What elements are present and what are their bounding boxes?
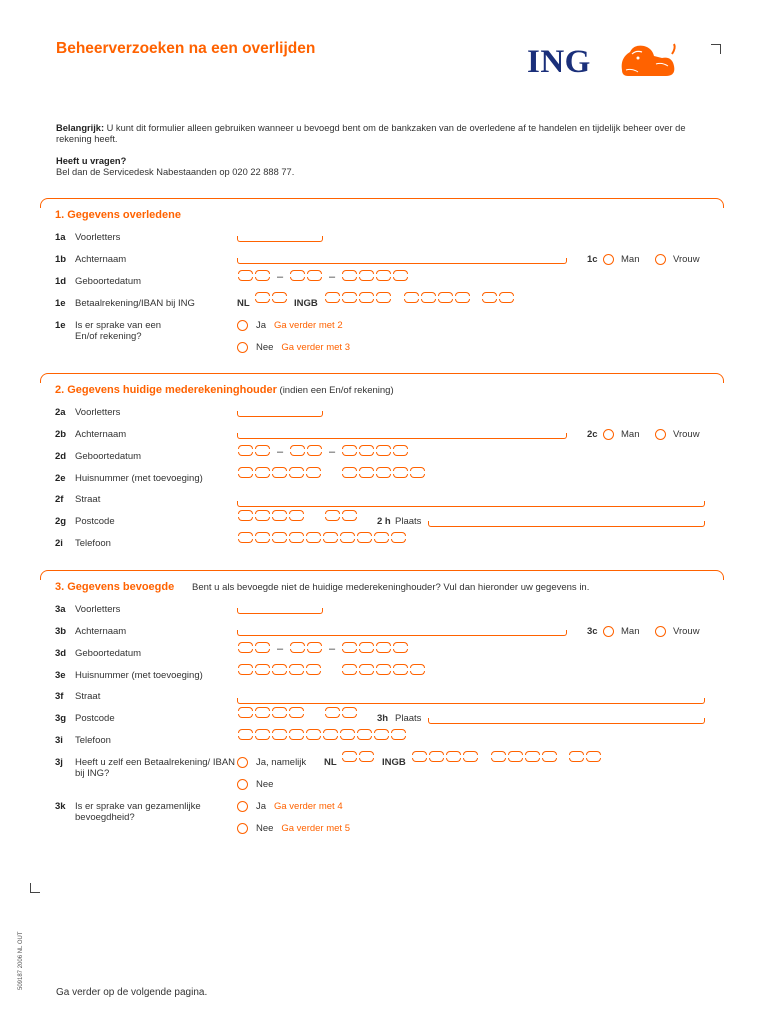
gezamenlijk-nee-radio[interactable]: [237, 823, 248, 834]
iban-check-input[interactable]: [255, 292, 287, 303]
field-label-telefoon: Telefoon: [75, 538, 111, 549]
enof-ja-radio[interactable]: [237, 320, 248, 331]
gender-vrouw-radio[interactable]: [655, 254, 666, 265]
field-label-postcode: Postcode: [75, 713, 115, 724]
achternaam-input[interactable]: [237, 630, 567, 636]
gezamenlijk-nee-label: Nee Ga verder met 5: [256, 823, 350, 834]
telefoon-input[interactable]: [238, 729, 406, 740]
intro-text: [56, 123, 696, 178]
birthdate-year-input[interactable]: [342, 445, 408, 456]
toevoeging-input[interactable]: [342, 467, 425, 478]
date-separator: –: [277, 271, 284, 283]
field-num-2e: 2e: [55, 473, 66, 484]
important-label: Belangrijk:: [56, 123, 105, 133]
field-label-huisnummer: Huisnummer (met toevoeging): [75, 473, 203, 484]
field-num-3b: 3b: [55, 626, 67, 637]
gender-man-radio[interactable]: [603, 254, 614, 265]
achternaam-input[interactable]: [237, 433, 567, 439]
field-num-2b: 2b: [55, 429, 67, 440]
plaats-input[interactable]: [428, 718, 705, 724]
ing-logo-text: ING: [527, 44, 591, 80]
crop-mark-top-right: [711, 44, 721, 54]
question-label: Heeft u vragen?: [56, 156, 127, 166]
field-label-achternaam: Achternaam: [75, 254, 127, 265]
field-num-3a: 3a: [55, 604, 66, 615]
field-label-geboortedatum: Geboortedatum: [75, 276, 142, 287]
field-num-1a: 1a: [55, 232, 66, 243]
iban-nl-prefix: NL: [237, 298, 250, 309]
field-num-1b: 1b: [55, 254, 67, 265]
field-num-3g: 3g: [55, 713, 67, 724]
field-num-3e: 3e: [55, 670, 66, 681]
date-separator: –: [277, 643, 284, 655]
field-label-straat: Straat: [75, 691, 101, 702]
field-label-straat: Straat: [75, 494, 101, 505]
field-label-voorletters: Voorletters: [75, 407, 121, 418]
date-separator: –: [329, 271, 336, 283]
field-num-2f: 2f: [55, 494, 64, 505]
birthdate-day-input[interactable]: [238, 642, 270, 653]
iban-part1-input[interactable]: [412, 751, 478, 762]
iban-part3-input[interactable]: [482, 292, 514, 303]
gender-man-radio[interactable]: [603, 626, 614, 637]
crop-mark-bottom-left: [30, 883, 40, 893]
page-title: Beheerverzoeken na een overlijden: [56, 40, 316, 57]
field-num-2d: 2d: [55, 451, 67, 462]
toevoeging-input[interactable]: [342, 664, 425, 675]
field-label-achternaam: Achternaam: [75, 429, 127, 440]
field-label-plaats: Plaats: [395, 516, 422, 527]
field-num-3f: 3f: [55, 691, 64, 702]
iban-part1-input[interactable]: [325, 292, 391, 303]
voorletters-input[interactable]: [237, 411, 323, 417]
eigen-iban-nee-label: Nee: [256, 779, 274, 790]
section-3-border: [40, 570, 724, 580]
iban-check-input[interactable]: [342, 751, 374, 762]
iban-part2-input[interactable]: [404, 292, 470, 303]
straat-input[interactable]: [237, 698, 705, 704]
field-num-3c: 3c: [587, 626, 598, 637]
important-text: U kunt dit formulier alleen gebruiken wanneer u bevoegd bent om de bankzaken van de overledene af te handelen en tijdelijk beheer over de rekening heeft.: [56, 123, 686, 144]
field-label-achternaam: Achternaam: [75, 626, 127, 637]
postcode-digits-input[interactable]: [238, 510, 304, 521]
field-num-2h: 2 h: [377, 516, 391, 527]
birthdate-month-input[interactable]: [290, 270, 322, 281]
huisnummer-input[interactable]: [238, 467, 321, 478]
huisnummer-input[interactable]: [238, 664, 321, 675]
birthdate-year-input[interactable]: [342, 270, 408, 281]
postcode-letters-input[interactable]: [325, 510, 357, 521]
field-num-3d: 3d: [55, 648, 67, 659]
birthdate-month-input[interactable]: [290, 642, 322, 653]
field-num-3h: 3h: [377, 713, 389, 724]
field-label-postcode: Postcode: [75, 516, 115, 527]
date-separator: –: [277, 446, 284, 458]
birthdate-day-input[interactable]: [238, 445, 270, 456]
date-separator: –: [329, 446, 336, 458]
date-separator: –: [329, 643, 336, 655]
field-label-huisnummer: Huisnummer (met toevoeging): [75, 670, 203, 681]
enof-nee-radio[interactable]: [237, 342, 248, 353]
field-label-geboortedatum: Geboortedatum: [75, 648, 142, 659]
voorletters-input[interactable]: [237, 236, 323, 242]
iban-nl-prefix: NL: [324, 757, 337, 768]
field-num-1e: 1e: [55, 298, 66, 309]
gender-vrouw-radio[interactable]: [655, 626, 666, 637]
field-label-voorletters: Voorletters: [75, 232, 121, 243]
birthdate-month-input[interactable]: [290, 445, 322, 456]
form-code: 509187 2006 NL OUT: [18, 931, 24, 990]
field-num-1e-joint: 1e: [55, 320, 66, 331]
eigen-iban-nee-radio[interactable]: [237, 779, 248, 790]
gender-man-radio[interactable]: [603, 429, 614, 440]
lion-logo-icon: [616, 40, 678, 80]
field-num-2a: 2a: [55, 407, 66, 418]
gender-man-label: Man: [621, 254, 640, 265]
field-num-3j: 3j: [55, 757, 63, 768]
iban-part2-input[interactable]: [491, 751, 557, 762]
field-label-gezamenlijk: Is er sprake van gezamenlijke bevoegdheid?: [75, 801, 201, 823]
gender-man-label: Man: [621, 429, 640, 440]
field-num-2g: 2g: [55, 516, 67, 527]
gezamenlijk-ja-label: Ja Ga verder met 4: [256, 801, 343, 812]
section-1-title: 1. Gegevens overledene: [55, 209, 181, 221]
eigen-iban-ja-label: Ja, namelijk: [256, 757, 307, 768]
field-label-geboortedatum: Geboortedatum: [75, 451, 142, 462]
birthdate-year-input[interactable]: [342, 642, 408, 653]
iban-ingb-prefix: INGB: [294, 298, 318, 309]
section-3-title: 3. Gegevens bevoegde: [55, 581, 175, 593]
field-label-plaats: Plaats: [395, 713, 422, 724]
achternaam-input[interactable]: [237, 258, 567, 264]
plaats-input[interactable]: [428, 521, 705, 527]
field-label-voorletters: Voorletters: [75, 604, 121, 615]
field-num-2i: 2i: [55, 538, 63, 549]
gender-man-label: Man: [621, 626, 640, 637]
gender-vrouw-label: Vrouw: [673, 626, 700, 637]
gender-vrouw-label: Vrouw: [673, 429, 700, 440]
section-1-border: [40, 198, 724, 208]
field-num-2c: 2c: [587, 429, 598, 440]
gender-vrouw-label: Vrouw: [673, 254, 700, 265]
field-label-eigen-iban: Heeft u zelf een Betaalrekening/ IBAN bij ING?: [75, 757, 236, 779]
voorletters-input[interactable]: [237, 608, 323, 614]
gezamenlijk-ja-radio[interactable]: [237, 801, 248, 812]
field-label-telefoon: Telefoon: [75, 735, 111, 746]
birthdate-day-input[interactable]: [238, 270, 270, 281]
field-num-1c: 1c: [587, 254, 598, 265]
eigen-iban-ja-radio[interactable]: [237, 757, 248, 768]
field-label-iban: Betaalrekening/IBAN bij ING: [75, 298, 195, 309]
section-2-title: 2. Gegevens huidige mederekeninghouder (indien een En/of rekening): [55, 384, 394, 396]
field-num-3k: 3k: [55, 801, 66, 812]
postcode-letters-input[interactable]: [325, 707, 357, 718]
question-text: Bel dan de Servicedesk Nabestaanden op 020 22 888 77.: [56, 167, 295, 177]
gender-vrouw-radio[interactable]: [655, 429, 666, 440]
next-page-note: Ga verder op de volgende pagina.: [56, 987, 208, 998]
section-3-subtitle: Bent u als bevoegde niet de huidige mederekeninghouder? Vul dan hieronder uw gegevens in.: [192, 582, 590, 593]
enof-ja-label: Ja Ga verder met 2: [256, 320, 343, 331]
straat-input[interactable]: [237, 501, 705, 507]
section-2-border: [40, 373, 724, 383]
enof-nee-label: Nee Ga verder met 3: [256, 342, 350, 353]
iban-ingb-prefix: INGB: [382, 757, 406, 768]
telefoon-input[interactable]: [238, 532, 406, 543]
field-label-enof: Is er sprake van een En/of rekening?: [75, 320, 162, 342]
postcode-digits-input[interactable]: [238, 707, 304, 718]
field-num-1d: 1d: [55, 276, 67, 287]
iban-part3-input[interactable]: [569, 751, 601, 762]
field-num-3i: 3i: [55, 735, 63, 746]
